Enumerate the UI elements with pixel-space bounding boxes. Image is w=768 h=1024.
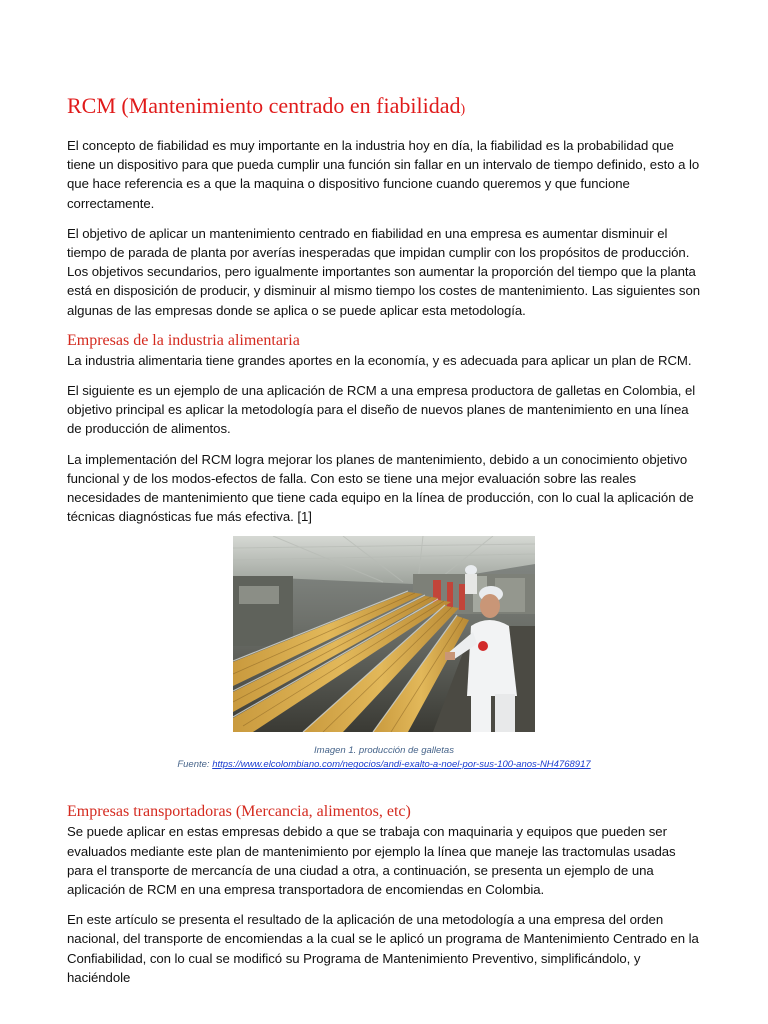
section-spacer [67, 772, 701, 802]
figure-source-link[interactable]: https://www.elcolombiano.com/negocios/andi-exalto-a-noel-por-sus-100-anos-NH4768917 [212, 759, 591, 771]
section-heading-transport: Empresas transportadoras (Mercancia, alimentos, etc) [67, 803, 411, 821]
section-heading-food-industry: Empresas de la industria alimentaria [67, 331, 300, 349]
page-title-paren: ) [460, 102, 466, 117]
factory-photo [233, 536, 535, 732]
intro-paragraph-2: El objetivo de aplicar un mantenimiento centrado en fiabilidad en una empresa es aumentar disminuir el tiempo de parada de planta por averías inesperadas que impidan cumplir con los propósitos de producción. Los objetivos secundarios, pero igualmente importantes son aumentar la proporción del tiempo que la planta está en disposición de producir, y disminuir al mismo tiempo los costes de mantenimiento. Las siguientes son algunas de las empresas donde se aplica o se puede aplicar esta metodología. [67, 225, 701, 318]
intro-paragraph-1: El concepto de fiabilidad es muy importante en la industria hoy en día, la fiabilidad es la probabilidad que tiene un dispositivo para que pueda cumplir una función sin fallar en un intervalo de tiempo definido, esto a lo que hace referencia es a que la maquina o dispositivo funcione cuando queremos y que funcione correctamente. [67, 138, 700, 211]
transport-paragraph-2: En este artículo se presenta el resultado de la aplicación de una metodología a una empresa del orden nacional, del transporte de encomiendas a la cual se le aplicó un programa de Mantenimiento Centrado en la Confiabilidad, con lo cual se modificó su Programa de Mantenimiento Preventivo, simplificándolo, y haciéndole [67, 912, 699, 985]
figure-cookie-production [67, 536, 701, 772]
figure-source-line [67, 758, 701, 772]
transport-paragraph-1: Se puede aplicar en estas empresas debido a que se trabaja con maquinaria y equipos que pueden ser evaluados mediante este plan de mantenimiento por ejemplo la línea que maneje las tractomulas usadas para el transporte de mercancía de una ciudad a otra, a continuación, se presenta un ejemplo de una aplicación de RCM en una empresa transportadora de encomiendas en Colombia. [67, 824, 676, 898]
page-title [67, 92, 701, 124]
factory-photo-illustration [233, 536, 535, 732]
figure-caption [67, 744, 701, 772]
figure-source-prefix: Fuente: [177, 759, 213, 771]
food-paragraph-1: La industria alimentaria tiene grandes aportes en la economía, y es adecuada para aplicar un plan de RCM. [67, 352, 692, 368]
document-page [67, 92, 701, 998]
page-title-main: RCM (Mantenimiento centrado en fiabilidad [67, 93, 461, 118]
food-paragraph-3: La implementación del RCM logra mejorar los planes de mantenimiento, debido a un conocimiento objetivo funcional y de los modos-efectos de falla. Con esto se tiene una mejor evaluación sobre las reales necesidades de mantenimiento que tiene cada equipo en la línea de producción, con lo cual la aplicación de técnicas diagnósticas fue más efectiva. [1] [67, 451, 694, 525]
food-paragraph-2: El siguiente es un ejemplo de una aplicación de RCM a una empresa productora de galletas en Colombia, el objetivo principal es aplicar la metodología para el diseño de nuevos planes de mantenimiento en una línea de producción de alimentos. [67, 383, 696, 437]
figure-caption-title: Imagen 1. producción de galletas [314, 745, 454, 757]
